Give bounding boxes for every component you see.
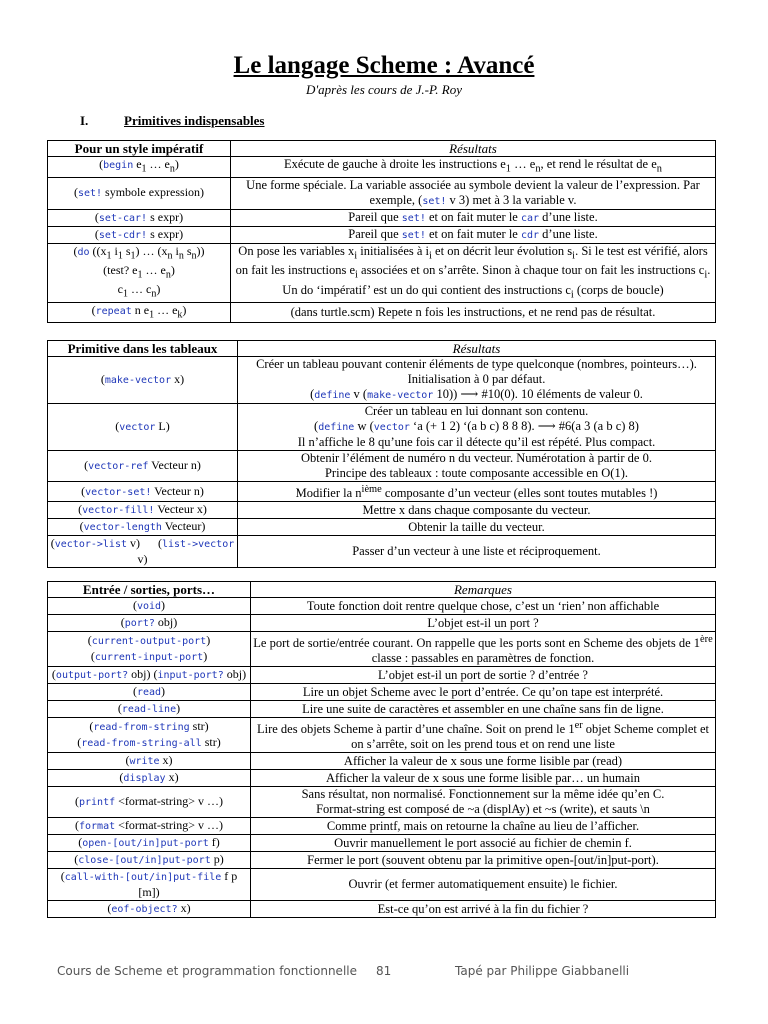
table-row bbox=[48, 701, 716, 718]
primitive-syntax: (format <format-string> v …) bbox=[48, 818, 251, 835]
table-header-primitive: Primitive dans les tableaux bbox=[48, 341, 238, 357]
primitive-description: Pareil que set! et on fait muter le car d’une liste. bbox=[231, 209, 716, 226]
scheme-keyword: read-from-string-all bbox=[81, 738, 202, 750]
io-ports-table bbox=[47, 581, 716, 918]
table-row bbox=[48, 770, 716, 787]
primitive-syntax: (vector-fill! Vecteur x) bbox=[48, 502, 238, 519]
table-row bbox=[48, 482, 716, 502]
primitive-syntax: (read-from-string str) (read-from-string-all str) bbox=[48, 718, 251, 753]
scheme-keyword: vector-ref bbox=[88, 461, 149, 472]
table-row bbox=[48, 835, 716, 852]
primitive-syntax: (write x) bbox=[48, 753, 251, 770]
table-row bbox=[48, 615, 716, 632]
table-row bbox=[48, 177, 716, 209]
scheme-keyword: set! bbox=[401, 229, 426, 241]
vector-primitives-table bbox=[47, 340, 716, 568]
scheme-keyword: read-from-string bbox=[93, 722, 190, 734]
scheme-keyword: vector->list bbox=[54, 539, 127, 551]
table-header-primitive: Pour un style impératif bbox=[48, 141, 231, 157]
scheme-keyword: printf bbox=[79, 797, 116, 809]
primitive-description: Afficher la valeur de x sous une forme lisible par… un humain bbox=[251, 770, 716, 787]
table-row bbox=[48, 632, 716, 667]
table-row bbox=[48, 209, 716, 226]
primitive-description: Lire un objet Scheme avec le port d’entrée. Ce qu’on tape est interprété. bbox=[251, 684, 716, 701]
footer-author: Tapé par Philippe Giabbanelli bbox=[455, 964, 630, 978]
scheme-keyword: output-port? bbox=[55, 670, 129, 682]
scheme-keyword: begin bbox=[103, 160, 134, 172]
primitive-syntax: (set-cdr! s expr) bbox=[48, 226, 231, 243]
primitive-syntax: (call-with-[out/in]put-file f p [m]) bbox=[48, 869, 251, 901]
primitive-description: Une forme spéciale. La variable associée au symbole devient la valeur de l’expression. Par exemple, (set! v 3) met à 3 la variable v. bbox=[231, 177, 716, 209]
scheme-keyword: display bbox=[123, 773, 166, 785]
table-header-primitive: Entrée / sorties, ports… bbox=[48, 582, 251, 598]
scheme-keyword: cdr bbox=[520, 229, 540, 241]
section-title: Primitives indispensables bbox=[124, 113, 265, 128]
scheme-keyword: vector-length bbox=[83, 522, 162, 534]
page-title: Le langage Scheme : Avancé bbox=[233, 52, 535, 79]
scheme-keyword: set! bbox=[401, 212, 426, 224]
primitive-description: Pareil que set! et on fait muter le cdr d’une liste. bbox=[231, 226, 716, 243]
primitive-description: Modifier la $n^{ième}$ composante d’un vecteur (elles sont toutes mutables !) bbox=[238, 482, 716, 502]
scheme-keyword: list->vector bbox=[162, 539, 235, 551]
scheme-keyword: set-car! bbox=[98, 212, 148, 224]
scheme-keyword: read-line bbox=[121, 704, 177, 716]
table-row bbox=[48, 753, 716, 770]
primitive-syntax: (read) bbox=[48, 684, 251, 701]
footer-course: Cours de Scheme et programmation fonctionnelle bbox=[57, 964, 357, 978]
primitive-description: Obtenir l’élément de numéro n du vecteur. Numérotation à partir de 0. Principe des tableaux : toute composante accessible en O(1). bbox=[238, 451, 716, 482]
table-row bbox=[48, 404, 716, 451]
primitive-syntax: (vector L) bbox=[48, 404, 238, 451]
primitive-description: (dans turtle.scm) Repete n fois les instructions, et ne rend pas de résultat. bbox=[231, 303, 716, 323]
primitive-syntax: (vector-set! Vecteur n) bbox=[48, 482, 238, 502]
scheme-keyword: close-[out/in]put-port bbox=[78, 855, 211, 867]
primitive-description: Comme printf, mais on retourne la chaîne au lieu de l’afficher. bbox=[251, 818, 716, 835]
primitive-syntax: (output-port? obj) (input-port? obj) bbox=[48, 667, 251, 684]
scheme-keyword: eof-object? bbox=[111, 904, 178, 916]
scheme-keyword: repeat bbox=[95, 306, 132, 317]
table-row bbox=[48, 718, 716, 753]
imperative-style-table bbox=[47, 140, 716, 323]
table-row bbox=[48, 852, 716, 869]
table-row bbox=[48, 901, 716, 918]
primitive-syntax: (open-[out/in]put-port f) bbox=[48, 835, 251, 852]
table-row bbox=[48, 226, 716, 243]
scheme-keyword: make-vector bbox=[104, 375, 172, 386]
primitive-description: Ouvrir (et fermer automatiquement ensuite) le fichier. bbox=[251, 869, 716, 901]
scheme-keyword: vector-fill! bbox=[82, 505, 155, 517]
scheme-keyword: make-vector bbox=[367, 390, 434, 401]
primitive-syntax: (set-car! s expr) bbox=[48, 209, 231, 226]
primitive-description: L’objet est-il un port de sortie ? d’entrée ? bbox=[251, 667, 716, 684]
primitive-description: Lire des objets Scheme à partir d’une chaîne. Soit on prend le 1er objet Scheme complet et on s’arrête, soit on les prend tous et on rend une liste bbox=[251, 718, 716, 753]
primitive-syntax: (set! symbole expression) bbox=[48, 177, 231, 209]
primitive-syntax: (do (($x_1$ $i_1$ $s_1$) … ($x_n$ $i_n$ $s_n$)) (test? $e_1$ … $e_n$) $c_1$ … $c_n$) bbox=[48, 243, 231, 303]
primitive-syntax: (repeat n $e_1$ … $e_k$) bbox=[48, 303, 231, 323]
table-row bbox=[48, 303, 716, 323]
scheme-keyword: car bbox=[520, 212, 540, 224]
scheme-keyword: port? bbox=[124, 618, 155, 629]
primitive-syntax: (void) bbox=[48, 598, 251, 615]
scheme-keyword: current-input-port bbox=[94, 652, 204, 664]
scheme-keyword: define bbox=[318, 422, 355, 433]
primitive-description: Afficher la valeur de x sous une forme lisible par (read) bbox=[251, 753, 716, 770]
primitive-description: Exécute de gauche à droite les instructions $e_1$ … $e_n$, et rend le résultat de $e_n$ bbox=[231, 157, 716, 178]
scheme-keyword: do bbox=[77, 246, 90, 258]
scheme-keyword: open-[out/in]put-port bbox=[82, 838, 209, 850]
primitive-syntax: (vector-length Vecteur) bbox=[48, 519, 238, 536]
primitive-syntax: (vector->list v) (list->vector v) bbox=[48, 536, 238, 568]
primitive-syntax: (read-line) bbox=[48, 701, 251, 718]
scheme-keyword: vector-set! bbox=[85, 486, 152, 498]
table-row bbox=[48, 451, 716, 482]
table-row bbox=[48, 684, 716, 701]
table-row bbox=[48, 536, 716, 568]
table-row bbox=[48, 787, 716, 818]
scheme-keyword: input-port? bbox=[157, 670, 224, 682]
primitive-description: L’objet est-il un port ? bbox=[251, 615, 716, 632]
primitive-description: Est-ce qu’on est arrivé à la fin du fichier ? bbox=[251, 901, 716, 918]
table-row bbox=[48, 243, 716, 303]
table-header-results: Résultats bbox=[238, 341, 716, 357]
scheme-keyword: set! bbox=[422, 195, 447, 207]
primitive-syntax: (printf <format-string> v …) bbox=[48, 787, 251, 818]
primitive-syntax: (port? obj) bbox=[48, 615, 251, 632]
table-header-results: Résultats bbox=[231, 141, 716, 157]
scheme-keyword: current-output-port bbox=[91, 636, 207, 648]
table-row bbox=[48, 357, 716, 404]
primitive-description: Sans résultat, non normalisé. Fonctionnement sur la même idée qu’en C. Format-string est composé de ~a (displAy) et ~s (write), et sauts \n bbox=[251, 787, 716, 818]
primitive-syntax: (vector-ref Vecteur n) bbox=[48, 451, 238, 482]
primitive-description: Lire une suite de caractères et assembler en une chaîne sans fin de ligne. bbox=[251, 701, 716, 718]
footer-page-number: 81 bbox=[376, 964, 392, 978]
scheme-keyword: set-cdr! bbox=[98, 229, 148, 241]
scheme-keyword: call-with-[out/in]put-file bbox=[64, 872, 222, 884]
primitive-description: Mettre x dans chaque composante du vecteur. bbox=[238, 502, 716, 519]
scheme-keyword: format bbox=[79, 821, 116, 833]
primitive-syntax: (close-[out/in]put-port p) bbox=[48, 852, 251, 869]
primitive-description: Créer un tableau pouvant contenir éléments de type quelconque (nombres, pointeurs…). Initialisation à 0 par défaut. (define v (make-vector 10)) ⟶ #10(0). 10 éléments de valeur 0. bbox=[238, 357, 716, 404]
primitive-syntax: (eof-object? x) bbox=[48, 901, 251, 918]
primitive-syntax: (make-vector x) bbox=[48, 357, 238, 404]
primitive-description: On pose les variables $x_i$ initialisées à $i_i$ et on décrit leur évolution $s_i$. Si le test est vérifié, alors on fait les instructions $e_i$ associées et on s’arrête. Sinon à chaque tour on fait les instructions $c_i$. Un do ‘impératif’ est un do qui contient des instructions $c_i$ (corps de boucle) bbox=[231, 243, 716, 303]
table-row bbox=[48, 157, 716, 178]
primitive-description: Obtenir la taille du vecteur. bbox=[238, 519, 716, 536]
table-row bbox=[48, 598, 716, 615]
primitive-syntax: (begin $e_1$ … $e_n$) bbox=[48, 157, 231, 178]
primitive-syntax: (current-output-port) (current-input-port) bbox=[48, 632, 251, 667]
scheme-keyword: write bbox=[129, 756, 160, 768]
primitive-description: Le port de sortie/entrée courant. On rappelle que les ports sont en Scheme des objets de 1ère classe : passables en paramètres de fonction. bbox=[251, 632, 716, 667]
table-row bbox=[48, 502, 716, 519]
table-row bbox=[48, 818, 716, 835]
primitive-syntax: (display x) bbox=[48, 770, 251, 787]
scheme-keyword: vector bbox=[373, 422, 410, 433]
table-row bbox=[48, 519, 716, 536]
primitive-description: Toute fonction doit rentre quelque chose, c’est un ‘rien’ non affichable bbox=[251, 598, 716, 615]
scheme-keyword: vector bbox=[119, 422, 156, 433]
primitive-description: Créer un tableau en lui donnant son contenu. (define w (vector ‘a (+ 1 2) ‘(a b c) 8 8 8). ⟶ #6(a 3 (a b c) 8) Il n’affiche le 8 qu’une fois car il détecte qu’il est répété. Plus compact. bbox=[238, 404, 716, 451]
scheme-keyword: read bbox=[136, 687, 162, 699]
table-header-remarks: Remarques bbox=[251, 582, 716, 598]
table-row bbox=[48, 869, 716, 901]
page-subtitle: D'après les cours de J.-P. Roy bbox=[306, 82, 462, 97]
scheme-keyword: void bbox=[136, 601, 162, 612]
primitive-description: Passer d’un vecteur à une liste et réciproquement. bbox=[238, 536, 716, 568]
table-row bbox=[48, 667, 716, 684]
section-number: I. bbox=[80, 113, 89, 128]
primitive-description: Ouvrir manuellement le port associé au fichier de chemin f. bbox=[251, 835, 716, 852]
scheme-keyword: define bbox=[314, 390, 351, 401]
primitive-description: Fermer le port (souvent obtenu par la primitive open-[out/in]put-port). bbox=[251, 852, 716, 869]
scheme-keyword: set! bbox=[77, 188, 103, 199]
section-heading bbox=[80, 113, 265, 129]
